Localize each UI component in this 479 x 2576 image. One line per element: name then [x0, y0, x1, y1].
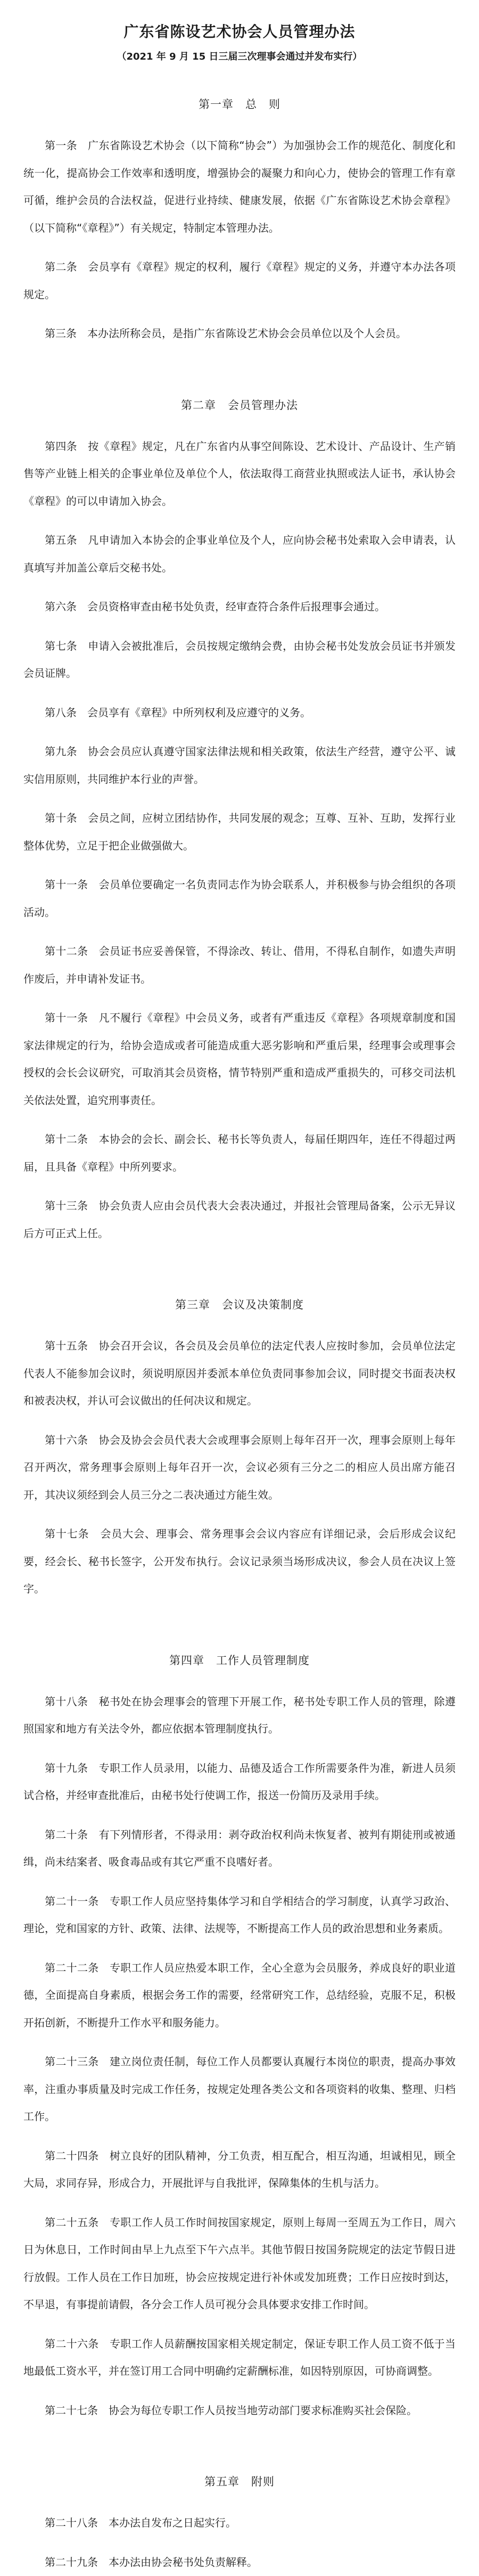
article-paragraph: 第十九条 专职工作人员录用，以能力、品德及适合工作所需要条件为准，新进人员须试合格，并经审查批准后，由秘书处行使调工作，报送一份简历及录用手续。	[21, 1755, 458, 1810]
article-paragraph: 第二十五条 专职工作人员工作时间按国家规定，原则上每周一至周五为工作日，周六日为休息日，工作时间由早上九点至下午六点半。其他节假日按国务院规定的法定节假日进行放假。工作人员在工作日加班，协会应按规定进行补休或发加班费；工作日应按时到达，不早退，有事提前请假，各分会工作人员可视分会具体要求安排工作时间。	[21, 2209, 458, 2319]
article-paragraph: 第十二条 本协会的会长、副会长、秘书长等负责人，每届任期四年，连任不得超过两届，且具备《章程》中所列要求。	[21, 1126, 458, 1181]
document-subtitle: （2021 年 9 月 15 日三届三次理事会通过并发布实行）	[21, 49, 458, 63]
article-paragraph: 第十七条 会员大会、理事会、常务理事会会议内容应有详细记录，会后形成会议纪要，经会长、秘书长签字，公开发布执行。会议记录须当场形成决议，参会人员在决议上签字。	[21, 1520, 458, 1603]
chapter-heading: 第二章 会员管理办法	[21, 397, 458, 413]
article-paragraph: 第二条 会员享有《章程》规定的权利，履行《章程》规定的义务，并遵守本办法各项规定。	[21, 253, 458, 308]
article-paragraph: 第二十三条 建立岗位责任制，每位工作人员都要认真履行本岗位的职责，提高办事效率，注重办事质量及时完成工作任务，按规定处理各类公文和各项资料的收集、整理、归档工作。	[21, 2048, 458, 2131]
article-paragraph: 第二十条 有下列情形者，不得录用：剥夺政治权利尚未恢复者、被判有期徒刑或被通缉，尚未结案者、吸食毒品或有其它严重不良嗜好者。	[21, 1821, 458, 1876]
article-paragraph: 第四条 按《章程》规定，凡在广东省内从事空间陈设、艺术设计、产品设计、生产销售等产业链上相关的企事业单位及单位个人，依法取得工商营业执照或法人证书，承认协会《章程》的可以申请加入协会。	[21, 433, 458, 516]
article-paragraph: 第二十六条 专职工作人员薪酬按国家相关规定制定，保证专职工作人员工资不低于当地最低工资水平，并在签订用工合同中明确约定薪酬标准，如因特别原因，可协商调整。	[21, 2330, 458, 2385]
article-paragraph: 第九条 协会会员应认真遵守国家法律法规和相关政策，依法生产经营，遵守公平、诚实信用原则，共同维护本行业的声誉。	[21, 738, 458, 793]
article-paragraph: 第五条 凡申请加入本协会的企事业单位及个人，应向协会秘书处索取入会申请表，认真填写并加盖公章后交秘书处。	[21, 527, 458, 582]
article-paragraph: 第十一条 凡不履行《章程》中会员义务，或者有严重违反《章程》各项规章制度和国家法律规定的行为，给协会造成或者可能造成重大恶劣影响和严重后果，经理事会或理事会授权的会长会议研究，可取消其会员资格，情节特别严重和造成严重损失的，可移交司法机关依法处置，追究刑事责任。	[21, 1004, 458, 1114]
article-paragraph: 第十一条 会员单位要确定一名负责同志作为协会联系人，并积极参与协会组织的各项活动。	[21, 871, 458, 926]
article-paragraph: 第二十七条 协会为每位专职工作人员按当地劳动部门要求标准购买社会保险。	[21, 2397, 458, 2425]
article-paragraph: 第二十九条 本办法由协会秘书处负责解释。	[21, 2549, 458, 2576]
document-title: 广东省陈设艺术协会人员管理办法	[21, 20, 458, 42]
article-paragraph: 第二十二条 专职工作人员应热爱本职工作，全心全意为会员服务，养成良好的职业道德，全面提高自身素质，根据会务工作的需要，经常研究工作，总结经验，克服不足，积极开拓创新，不断提升工作水平和服务能力。	[21, 1955, 458, 2037]
article-paragraph: 第七条 申请入会被批准后，会员按规定缴纳会费，由协会秘书处发放会员证书并颁发会员证牌。	[21, 633, 458, 688]
article-paragraph: 第十三条 协会负责人应由会员代表大会表决通过，并报社会管理局备案，公示无异议后方可正式上任。	[21, 1192, 458, 1247]
article-paragraph: 第一条 广东省陈设艺术协会（以下简称“协会”）为加强协会工作的规范化、制度化和统一化，提高协会工作效率和透明度，增强协会的凝聚力和向心力，使协会的管理工作有章可循，维护会员的合法权益，促进行业持续、健康发展，依据《广东省陈设艺术协会章程》（以下简称“《章程》”）有关规定，特制定本管理办法。	[21, 132, 458, 242]
article-paragraph: 第十五条 协会召开会议，各会员及会员单位的法定代表人应按时参加，会员单位法定代表人不能参加会议时，须说明原因并委派本单位负责同事参加会议，同时提交书面表决权和被表决权，并认可会议做出的任何决议和规定。	[21, 1332, 458, 1415]
article-paragraph: 第二十一条 专职工作人员应坚持集体学习和自学相结合的学习制度，认真学习政治、理论，党和国家的方针、政策、法律、法规等，不断提高工作人员的政治思想和业务素质。	[21, 1888, 458, 1943]
chapter-heading: 第一章 总 则	[21, 96, 458, 112]
article-paragraph: 第二十八条 本办法自发布之日起实行。	[21, 2509, 458, 2537]
article-paragraph: 第三条 本办法所称会员，是指广东省陈设艺术协会会员单位以及个人会员。	[21, 320, 458, 348]
article-paragraph: 第十条 会员之间，应树立团结协作，共同发展的观念；互尊、互补、互助，发挥行业整体优势，立足于把企业做强做大。	[21, 805, 458, 860]
article-paragraph: 第二十四条 树立良好的团队精神，分工负责，相互配合，相互沟通，坦诚相见，顾全大局，求同存异，形成合力，开展批评与自我批评，保障集体的生机与活力。	[21, 2142, 458, 2197]
chapter-heading: 第五章 附则	[21, 2473, 458, 2489]
article-paragraph: 第八条 会员享有《章程》中所列权利及应遵守的义务。	[21, 699, 458, 727]
article-paragraph: 第十二条 会员证书应妥善保管，不得涂改、转让、借用，不得私自制作，如遗失声明作废后，并申请补发证书。	[21, 938, 458, 993]
chapter-heading: 第三章 会议及决策制度	[21, 1296, 458, 1312]
article-paragraph: 第十六条 协会及协会会员代表大会或理事会原则上每年召开一次，理事会原则上每年召开两次，常务理事会原则上每年召开一次，会议必须有三分之二的相应人员出席方能召开，其决议须经到会人员三分之二表决通过方能生效。	[21, 1427, 458, 1509]
article-paragraph: 第六条 会员资格审查由秘书处负责，经审查符合条件后报理事会通过。	[21, 593, 458, 621]
article-paragraph: 第十八条 秘书处在协会理事会的管理下开展工作，秘书处专职工作人员的管理，除遵照国家和地方有关法令外，都应依据本管理制度执行。	[21, 1688, 458, 1743]
chapter-heading: 第四章 工作人员管理制度	[21, 1652, 458, 1668]
